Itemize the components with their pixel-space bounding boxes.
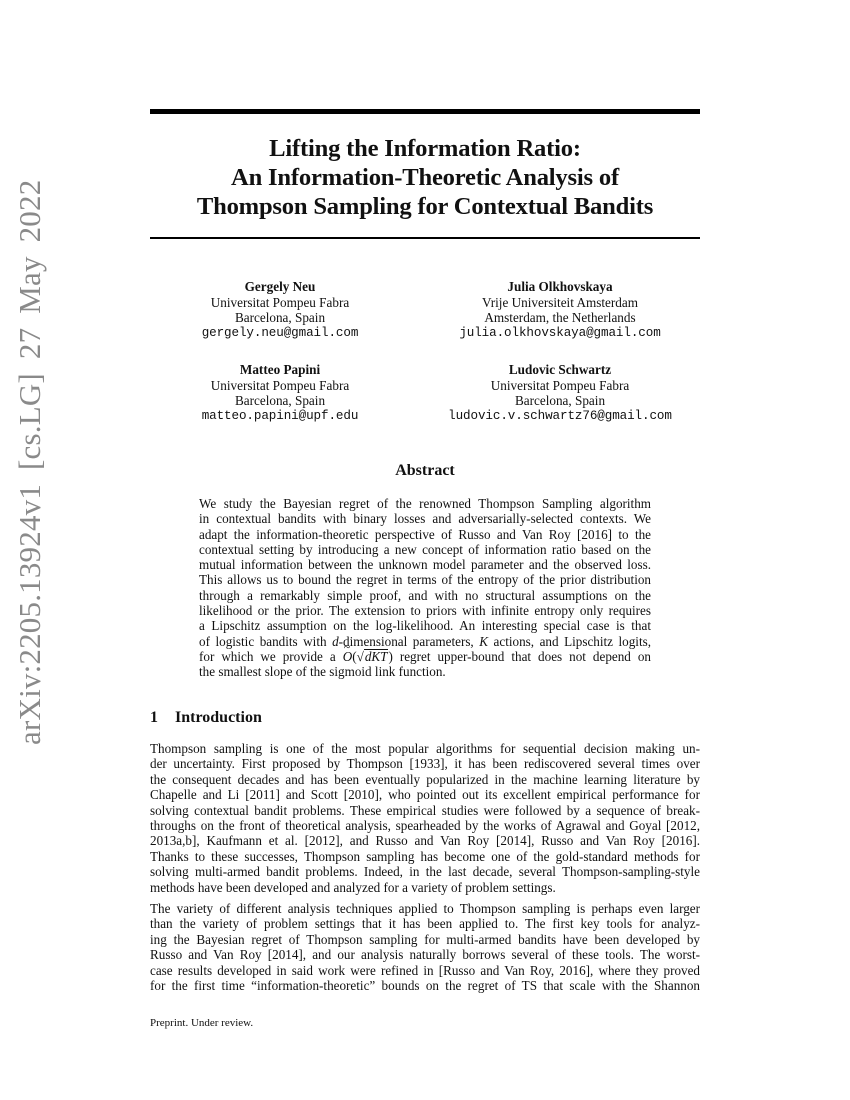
body-line: methods have been developed and analyzed for a variety of problem settings. <box>150 879 556 895</box>
abstract-line: mutual information between the unknown model parameter and the observed loss. <box>199 557 651 573</box>
author-name: Matteo Papini <box>239 362 321 377</box>
abstract-line: a Lipschitz assumption on the log-likelihood. An interesting special case is that <box>199 618 651 634</box>
author-name: Julia Olkhovskaya <box>507 279 613 294</box>
author-card <box>150 279 410 341</box>
abstract-line: likelihood or the prior. The extension to priors with infinite entropy only requires <box>199 603 651 619</box>
body-line: Thompson sampling is one of the most popular algorithms for sequential decision making un- <box>150 741 700 756</box>
body-line: Russo and Van Roy [2014], and our analysis naturally borrows several of these tools. The worst- <box>150 947 700 963</box>
text-run: of logistic bandits with <box>199 633 333 649</box>
abstract-heading: Abstract <box>395 462 455 479</box>
intro-paragraph-1 <box>150 741 700 895</box>
text-run: actions, and Lipschitz logits, <box>488 633 651 649</box>
abstract-line <box>199 634 651 649</box>
math-variable-k: K <box>479 633 489 649</box>
body-line: for the first time “information-theoretic” bounds on the regret of TS that scale with the Shannon <box>150 978 700 994</box>
paper-title <box>150 134 700 221</box>
title-line: Lifting the Information Ratio: <box>269 135 581 162</box>
title-bottom-rule <box>150 237 700 239</box>
body-line: solving multi-armed bandit problems. Indeed, in the last decade, several Thompson-sampling-style <box>150 864 700 880</box>
abstract-line: This allows us to bound the regret in terms of the entropy of the prior distribution <box>199 572 651 588</box>
author-location: Amsterdam, the Netherlands <box>484 310 636 325</box>
text-run: for which we provide a <box>199 648 343 664</box>
body-line: The variety of different analysis techniques applied to Thompson sampling is perhaps even larger <box>150 901 700 916</box>
author-affiliation: Universitat Pompeu Fabra <box>210 377 350 393</box>
paren-close: ) <box>388 648 393 664</box>
author-affiliation: Universitat Pompeu Fabra <box>210 294 350 310</box>
author-name: Ludovic Schwartz <box>508 362 612 377</box>
abstract-line: the smallest slope of the sigmoid link function. <box>199 664 446 680</box>
section-number: 1 <box>150 709 158 726</box>
title-line: Thompson Sampling for Contextual Bandits <box>196 193 654 220</box>
section-title: Introduction <box>175 709 262 726</box>
section-heading-introduction <box>150 709 262 727</box>
abstract-line: through a remarkably simple proof, and with no structural assumptions on the <box>199 587 651 603</box>
body-line: 2013a,b], Kaufmann et al. [2012], and Russo and Van Roy [2014], Russo and Van Roy [2016]. <box>150 833 700 849</box>
author-affiliation: Universitat Pompeu Fabra <box>490 377 630 393</box>
author-card <box>150 362 410 424</box>
body-line: the consequent decades and has been eventually popularized in the machine learning literature by <box>150 771 700 787</box>
author-email: gergely.neu@gmail.com <box>201 325 359 340</box>
author-affiliation: Vrije Universiteit Amsterdam <box>482 294 638 310</box>
author-location: Barcelona, Spain <box>514 393 606 408</box>
author-card <box>430 279 690 341</box>
author-email: ludovic.v.schwartz76@gmail.com <box>448 408 672 423</box>
preprint-footer: Preprint. Under review. <box>150 1017 254 1029</box>
body-line: Thanks to these successes, Thompson sampling has become one of the gold-standard methods for <box>150 848 700 864</box>
body-line: der uncertainty. First proposed by Thompson [1933], it has been rediscovered several times over <box>150 756 700 772</box>
paren-open: ( <box>352 648 357 664</box>
abstract-line <box>199 649 651 664</box>
abstract-text <box>199 496 651 680</box>
abstract-line: We study the Bayesian regret of the renowned Thompson Sampling algorithm <box>199 496 651 511</box>
sqrt-argument: dKT <box>364 648 388 664</box>
regret-bound-formula <box>343 649 393 664</box>
author-location: Barcelona, Spain <box>234 310 326 325</box>
body-line: Chapelle and Li [2011] and Scott [2010], who pointed out its excellent empirical performance for <box>150 787 700 803</box>
big-o-tilde: ~ O <box>343 649 353 664</box>
abstract-line: contextual setting by introducing a new concept of information ratio based on the <box>199 541 651 557</box>
author-name: Gergely Neu <box>244 279 316 294</box>
author-location: Barcelona, Spain <box>234 393 326 408</box>
abstract-line: in contextual bandits with binary losses and adversarially-selected contexts. We <box>199 511 651 527</box>
math-variable-d: d <box>332 633 339 649</box>
abstract-line: adapt the information-theoretic perspective of Russo and Van Roy [2016] to the <box>199 526 651 542</box>
author-email: matteo.papini@upf.edu <box>201 408 359 423</box>
title-line: An Information-Theoretic Analysis of <box>231 164 619 191</box>
intro-paragraph-2 <box>150 901 700 993</box>
body-line: than the variety of problem settings that it has been applied to. The first key tools for analyz- <box>150 916 700 932</box>
arxiv-identifier-stamp: arXiv:2205.13924v1 [cs.LG] 27 May 2022 <box>12 179 47 745</box>
body-line: solving contextual bandit problems. These empirical studies were followed by a sequence of break- <box>150 802 700 818</box>
text-run: regret upper-bound that does not depend on <box>392 648 651 664</box>
body-line: ing the Bayesian regret of Thompson sampling for multi-armed bandits have been developed by <box>150 931 700 947</box>
body-line: case results developed in said work were refined in [Russo and Van Roy, 2016], where they proved <box>150 962 700 978</box>
author-email: julia.olkhovskaya@gmail.com <box>459 325 661 340</box>
sqrt-symbol: √ <box>356 648 364 664</box>
title-top-rule <box>150 109 700 114</box>
body-line: throughs on the front of theoretical analysis, spearheaded by the works of Agrawal and Goyal [2012, <box>150 818 700 834</box>
text-run: -dimensional parameters, <box>338 633 480 649</box>
author-card <box>430 362 690 424</box>
